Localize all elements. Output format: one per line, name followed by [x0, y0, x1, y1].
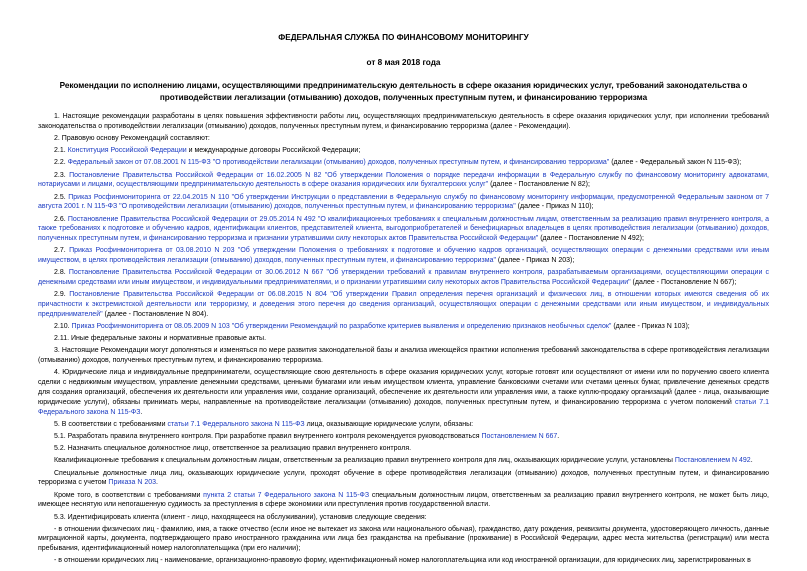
paragraph-text: (далее - Постановление N 82); [488, 181, 590, 189]
paragraph [38, 146, 769, 156]
paragraph-text: . [750, 457, 753, 465]
paragraph-text: 3. Настоящие Рекомендации могут дополняться и изменяться по мере развития законодательной базы и анализа имеющейся практики исполнения требований законодательства в сфере противодействия легализации (отмыванию) доходов, полученных преступным путем, и финансированию терроризма. [38, 347, 769, 365]
paragraph-text: лица, оказывающие юридические услуги, обязаны: [304, 420, 474, 428]
paragraph [38, 112, 769, 132]
legal-reference-link[interactable]: Постановление Правительства Российской Федерации от 30.06.2012 N 667 "Об утверждении требований к правилам внутреннего контроля, разрабатываемым организациями, осуществляющими операции с денежными средствами или иным имуществом, и индивидуальными предпринимателями, и о признании утратившими силу некоторых актов Правительства Российской Федерации" [38, 269, 769, 287]
document-title: Рекомендации по исполнению лицами, осуществляющими предпринимательскую деятельность в сфере оказания юридических услуг, требований законодательства о противодействии легализации (отмыванию) доходов, полученных преступным путем, и финансированию терроризма [59, 81, 748, 102]
paragraph-text: 5.3. Идентифицировать клиента (клиент - лицо, находящееся на обслуживании), установив следующие сведения: [54, 513, 427, 521]
paragraph-text: 2.10. [54, 323, 72, 331]
paragraph [38, 268, 769, 288]
paragraph-text: 5. В соответствии с требованиями [54, 420, 168, 428]
legal-reference-link[interactable]: Постановление Правительства Российской Федерации от 06.08.2015 N 804 "Об утверждении Правил определения перечня организаций и физических лиц, в отношении которых имеются сведения об их причастности к экстремистской деятельности или терроризму, и доведения этого перечня до сведения организаций, осуществляющих операции с денежными средствами или иным имуществом, и индивидуальных предпринимателей" [38, 291, 769, 318]
paragraph [38, 456, 769, 466]
paragraph-text: (далее - Федеральный закон N 115-ФЗ); [609, 159, 742, 167]
paragraph-text: 2.6. [54, 215, 68, 223]
paragraph [38, 158, 769, 168]
paragraph [38, 420, 769, 430]
legal-reference-link[interactable]: Приказ Росфинмониторинга от 08.05.2009 N 103 "Об утверждении Рекомендаций по разработке критериев выявления и определению признаков необычных сделок" [71, 323, 612, 331]
paragraph-text: и международные договоры Российской Федерации; [186, 147, 361, 155]
paragraph-text: 2.3. [54, 171, 70, 179]
legal-reference-link[interactable]: Постановлением N 492 [674, 457, 751, 465]
paragraph-text: (далее - Постановление N 492); [538, 235, 644, 243]
legal-reference-link[interactable]: пункта 2 статьи 7 Федерального закона N 115-ФЗ [203, 491, 370, 499]
paragraph [38, 171, 769, 191]
paragraph [38, 444, 769, 454]
paragraph-text: 4. Юридические лица и индивидуальные предприниматели, осуществляющие свою деятельность в сфере оказания юридических услуг, которые готовят или осуществляют от имени или по поручению своего клиента сделки с недвижимым имуществом, управление денежными средствами, ценными бумагами или иным имуществом клиента, управление банковскими счетами или счетами ценных бумаг, привлечение денежных средств для создания организаций, обеспечения их деятельности или управления ими, создание организаций, обеспечение их деятельности или управления ими, а также куплю-продажу организаций (далее - лица, оказывающие юридические услуги), обязаны принимать меры, направленные на противодействие легализации (отмыванию) доходов, полученных преступным путем, и финансированию терроризма с учетом положений [38, 369, 769, 406]
paragraph-text: 2.9. [54, 291, 70, 299]
paragraph-text: 2.5. [54, 193, 69, 201]
paragraph-text: 5.2. Назначить специальное должностное лицо, ответственное за реализацию правил внутреннего контроля. [54, 445, 412, 453]
paragraph [38, 334, 769, 344]
paragraph-text: (далее - Постановление N 667); [630, 279, 737, 287]
legal-reference-link[interactable]: статьи 7.1 Федерального закона N 115-ФЗ [38, 398, 769, 416]
paragraph-text: . [156, 479, 158, 487]
legal-reference-link[interactable]: Постановление Правительства Российской Федерации от 16.02.2005 N 82 "Об утверждении Положения о порядке передачи информации в Федеральную службу по финансовому мониторингу адвокатами, нотариусами и лицами, осуществляющими предпринимательскую деятельность в сфере оказания юридических или бухгалтерских услуг" [38, 171, 769, 189]
paragraph-text: 2.8. [54, 269, 69, 277]
paragraph [38, 368, 769, 417]
paragraph-text: (далее - Постановление N 804). [102, 310, 209, 318]
paragraph [38, 290, 769, 319]
legal-reference-link[interactable]: Приказа N 203 [108, 479, 156, 487]
paragraph-text: 1. Настоящие рекомендации разработаны в целях повышения эффективности работы лиц, осуществляющих предпринимательскую деятельность в сфере оказания юридических услуг, при исполнении требований законодательства о противодействии легализации (отмыванию) доходов, полученных преступным путем, и финансированию терроризма (далее - Рекомендации). [38, 113, 769, 130]
paragraph-text: Квалификационные требования к специальным должностным лицам, ответственным за реализацию правил внутреннего контроля для лиц, оказывающих юридические услуги, установлены [54, 457, 675, 465]
paragraph-text: специальным должностным лицом, ответственным за реализацию правил внутреннего контроля, не может быть лицо, имеющее неснятую или непогашенную судимость за преступления в сфере экономики или преступления против государственной власти. [38, 491, 770, 509]
paragraph [38, 513, 769, 523]
paragraph-text: 2.1. [54, 147, 68, 155]
paragraph [38, 134, 769, 144]
paragraph-text: 2.7. [54, 247, 70, 255]
paragraph-text: 5.1. Разработать правила внутреннего контроля. При разработке правил внутреннего контроля рекомендуется руководствоваться [54, 432, 482, 440]
paragraph-text: Кроме того, в соответствии с требованиями [54, 491, 204, 499]
document-date: от 8 мая 2018 года [366, 58, 441, 67]
paragraph-text: 2.2. [54, 159, 68, 167]
paragraph [38, 491, 769, 511]
paragraph [38, 556, 769, 566]
legal-reference-link[interactable]: Конституция Российской Федерации [67, 147, 187, 155]
paragraph-text: 2. Правовую основу Рекомендаций составляют: [54, 134, 210, 142]
paragraph [38, 322, 769, 332]
paragraph-text: - в отношении юридических лиц - наименование, организационно-правовую форму, идентификационный номер налогоплательщика или код иностранной организации, для юридических лиц, зарегистрированных в [54, 557, 751, 565]
legal-reference-link[interactable]: статьи 7.1 Федерального закона N 115-ФЗ [167, 420, 305, 428]
legal-reference-link[interactable]: Федеральный закон от 07.08.2001 N 115-ФЗ "О противодействии легализации (отмыванию) доходов, полученных преступным путем, и финансированию терроризма" [67, 159, 610, 167]
paragraph [38, 193, 769, 213]
legal-reference-link[interactable]: Приказ Росфинмониторинга от 03.08.2010 N 203 "Об утверждении Положения о требованиях к подготовке и обучению кадров организаций, осуществляющих операции с денежными средствами или иным имуществом, в целях противодействия легализации (отмыванию) доходов, полученных преступным путем, и финансированию терроризма" [38, 247, 770, 265]
legal-reference-link[interactable]: Постановление Правительства Российской Федерации от 29.05.2014 N 492 "О квалификационных требованиях к специальным должностным лицам, ответственным за реализацию правил внутреннего контроля, а также требованиях к подготовке и обучению кадров, идентификации клиентов, представителей клиента, выгодоприобретателей и бенефициарных владельцев в целях противодействия легализации (отмыванию) доходов, полученных преступным путем, и финансированию терроризма и признании утратившими силу некоторых актов Правительства Российской Федерации" [38, 215, 769, 243]
paragraph [38, 432, 769, 442]
paragraph-text: (далее - Приказ N 203); [495, 257, 575, 265]
legal-reference-link[interactable]: Постановлением N 667 [481, 432, 558, 440]
paragraph-text: . [140, 408, 143, 416]
paragraph-text: (далее - Приказ N 103); [611, 323, 690, 331]
agency-name: ФЕДЕРАЛЬНАЯ СЛУЖБА ПО ФИНАНСОВОМУ МОНИТОРИНГУ [278, 33, 529, 42]
paragraph-text: (далее - Приказ N 110); [515, 203, 594, 211]
paragraph-text: . [557, 432, 560, 440]
paragraph [38, 469, 769, 489]
paragraph-text: - в отношении физических лиц - фамилию, имя, а также отчество (если иное не вытекает из закона или национального обычая), гражданство, дату рождения, реквизиты документа, удостоверяющего личность, данные миграционной карты, документа, подтверждающего право иностранного гражданина или лица без гражданства на пребывание (проживание) в Российской Федерации, адрес места жительства (регистрации) или места пребывания, идентификационный номер налогоплательщика (при его наличии); [38, 525, 769, 553]
paragraph [38, 246, 769, 266]
paragraph [38, 215, 769, 244]
paragraph [38, 346, 769, 366]
paragraph [38, 525, 769, 554]
legal-reference-link[interactable]: Приказ Росфинмониторинга от 22.04.2015 N 110 "Об утверждении Инструкции о представлении в Федеральную службу по финансовому мониторингу информации, предусмотренной Федеральным законом от 7 августа 2001 г. N 115-ФЗ "О противодействии легализации (отмыванию) доходов, полученных преступным путем, и финансированию терроризма" [38, 193, 769, 211]
paragraph-text: Специальные должностные лица лиц, оказывающих юридические услуги, проходят обучение в сфере противодействия легализации (отмыванию) доходов, полученных преступным путем, и финансированию терроризма с учетом [38, 469, 769, 487]
paragraph-text: 2.11. Иные федеральные законы и нормативные правовые акты. [54, 335, 267, 343]
document-body [38, 112, 769, 566]
